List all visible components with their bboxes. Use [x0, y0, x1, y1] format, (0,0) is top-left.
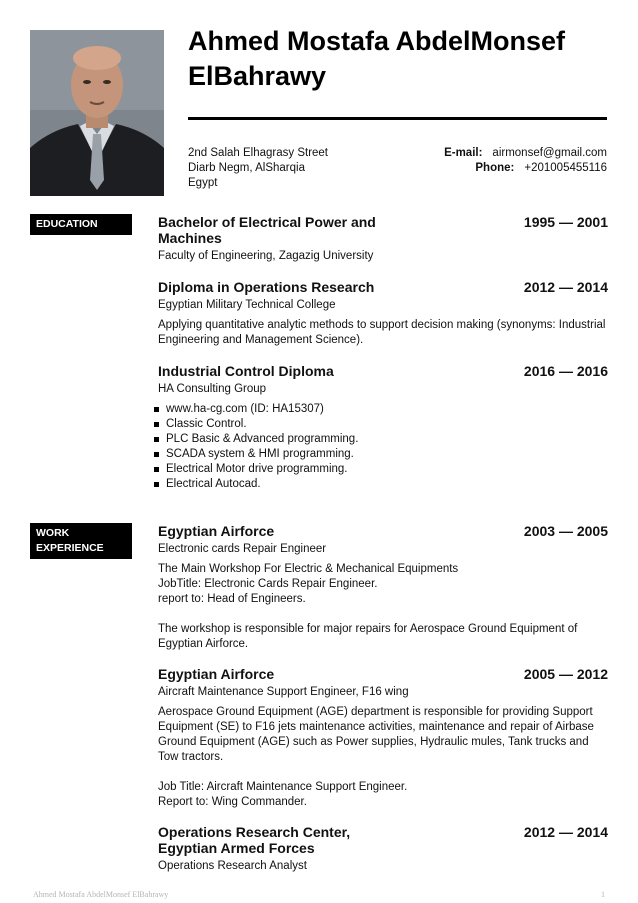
address-line: 2nd Salah Elhagrasy Street: [188, 147, 329, 159]
entry-years: 2016 — 2016: [523, 363, 608, 379]
work-entry: [158, 666, 608, 810]
profile-photo: [30, 30, 164, 196]
list-item: SCADA system & HMI programming.: [158, 447, 608, 462]
entry-institution: Egyptian Military Technical College: [158, 299, 336, 311]
page-number: 1: [601, 890, 605, 899]
phone-row: [444, 161, 607, 176]
phone-label: Phone:: [475, 162, 515, 174]
entry-description: Applying quantitative analytic methods to support decision making (synonyms: Industrial Engineering and Management Science).: [158, 319, 606, 346]
address-line: Diarb Negm, AlSharqia: [188, 162, 305, 174]
entry-title: Diploma in Operations Research: [158, 279, 375, 295]
address-block: [188, 146, 328, 191]
name-divider: [188, 117, 607, 120]
footer-name: Ahmed Mostafa AbdelMonsef ElBahrawy: [33, 890, 169, 899]
email-row: [444, 146, 607, 161]
education-section-label: EDUCATION: [30, 214, 132, 235]
list-item: PLC Basic & Advanced programming.: [158, 432, 608, 447]
education-entry: [158, 279, 608, 348]
entry-description: The Main Workshop For Electric & Mechanical Equipments JobTitle: Electronic Cards Repair Engineer. report to: Head of Engineers. The workshop is responsible for major repairs for Aerospace Ground Equipment of Egyptian Airforce.: [158, 563, 578, 650]
entry-years: 2005 — 2012: [523, 666, 608, 682]
entry-title: Operations Research Center, Egyptian Armed Forces: [158, 824, 351, 856]
entry-years: 2012 — 2014: [523, 279, 608, 295]
bullet-list: [158, 402, 608, 492]
entry-years: 2012 — 2014: [523, 824, 608, 840]
entry-years: 1995 — 2001: [523, 214, 608, 230]
entry-title: Bachelor of Electrical Power and Machines: [158, 214, 376, 246]
list-item: Electrical Motor drive programming.: [158, 462, 608, 477]
entry-institution: Faculty of Engineering, Zagazig University: [158, 250, 374, 262]
email-label: E-mail:: [444, 147, 483, 159]
contact-block: [444, 146, 607, 176]
education-entry: [158, 363, 608, 492]
candidate-name: Ahmed Mostafa AbdelMonsef ElBahrawy: [188, 26, 566, 91]
entry-description: Aerospace Ground Equipment (AGE) department is responsible for providing Support Equipment (SE) to F16 jets maintenance activities, maintenance and repair of Airbase Ground Equipment (AGE) such as Power supplies, Hydraulic mules, Tank trucks and Tow tractors. Job Title: Aircraft Maintenance Support Engineer. Report to: Wing Commander.: [158, 706, 594, 808]
entry-title: Industrial Control Diploma: [158, 363, 334, 379]
list-item: www.ha-cg.com (ID: HA15307): [158, 402, 608, 417]
list-item: Electrical Autocad.: [158, 477, 608, 492]
entry-role: Electronic cards Repair Engineer: [158, 543, 327, 555]
email-value[interactable]: airmonsef@gmail.com: [492, 147, 607, 159]
entry-title: Egyptian Airforce: [158, 523, 275, 539]
work-section-label: WORK EXPERIENCE: [30, 523, 132, 559]
entry-title: Egyptian Airforce: [158, 666, 275, 682]
entry-role: Aircraft Maintenance Support Engineer, F16 wing: [158, 686, 409, 698]
work-entry: [158, 824, 608, 874]
education-entry: [158, 214, 608, 264]
list-item: Classic Control.: [158, 417, 608, 432]
entry-years: 2003 — 2005: [523, 523, 608, 539]
entry-institution: HA Consulting Group: [158, 383, 267, 395]
entry-role: Operations Research Analyst: [158, 860, 307, 872]
work-entry: [158, 523, 608, 652]
phone-value: +201005455116: [524, 162, 607, 174]
address-line: Egypt: [188, 177, 218, 189]
